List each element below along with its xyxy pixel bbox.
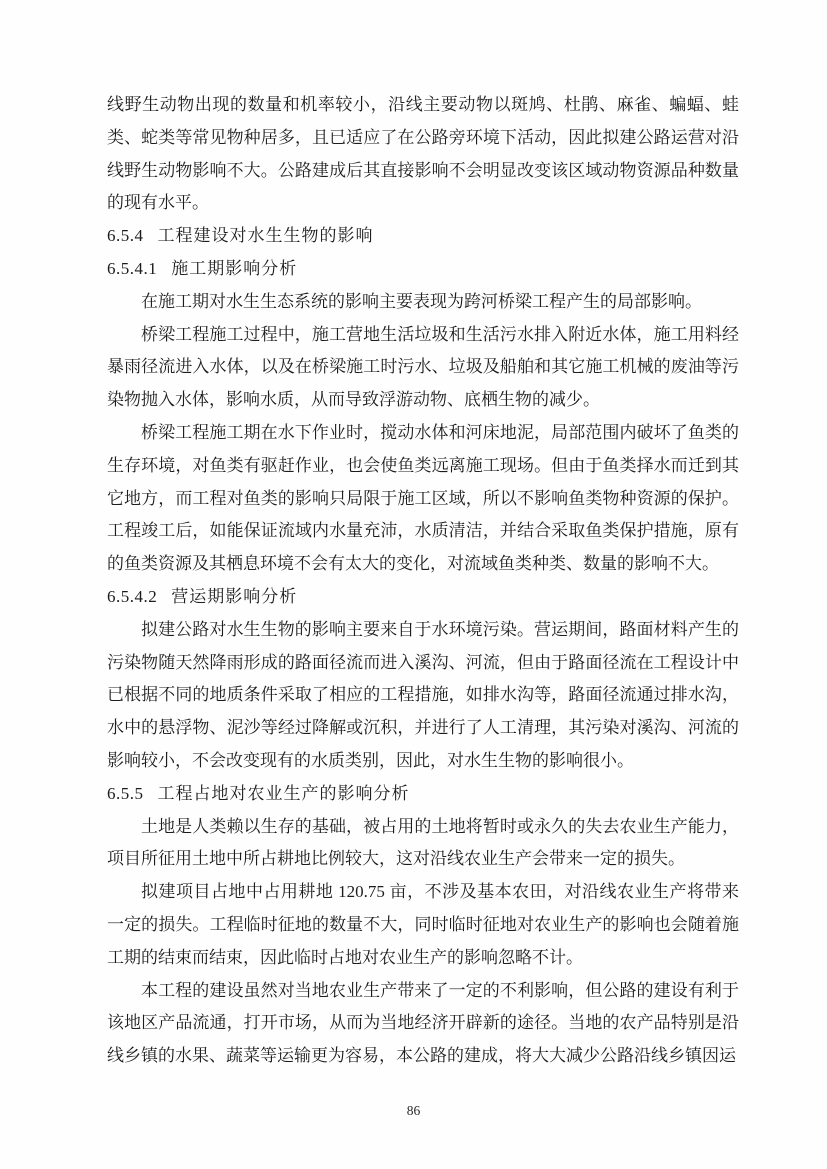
paragraph-land-occupation-basis: 土地是人类赖以生存的基础，被占用的土地将暂时或永久的失去农业生产能力，项目所征用土地中所占耕地比例较大，这对沿线农业生产会带来一定的损失。 xyxy=(107,816,739,869)
heading-number: 6.5.4.2 xyxy=(107,586,158,606)
heading-6-5-4-2 xyxy=(107,581,739,614)
paragraph-agriculture-benefit: 本工程的建设虽然对当地农业生产带来了一定的不利影响，但公路的建设有利于该地区产品流通，打开市场，从而为当地经济开辟新的途径。当地的农产品特别是沿线乡镇的水果、蔬菜等运输更为容易，本公路的建成，将大大减少公路沿线乡镇因运 xyxy=(107,980,739,1066)
page-footer xyxy=(0,1103,827,1119)
heading-number: 6.5.4 xyxy=(107,226,144,246)
heading-6-5-5 xyxy=(107,778,739,811)
heading-6-5-4-1 xyxy=(107,253,739,286)
heading-title: 营运期影响分析 xyxy=(171,586,298,606)
paragraph-farmland-area: 拟建项目占地中占用耕地 120.75 亩，不涉及基本农田，对沿线农业生产将带来一定的损失。工程临时征地的数量不大，同时临时征地对农业生产的影响也会随着施工期的结束而结束，因此临时占地对农业生产的影响忽略不计。 xyxy=(107,882,739,967)
heading-6-5-4 xyxy=(107,220,739,253)
paragraph-operation-period-impact: 拟建公路对水生生物的影响主要来自于水环境污染。营运期间，路面材料产生的污染物随天然降雨形成的路面径流而进入溪沟、河流，但由于路面径流在工程设计中已根据不同的地质条件采取了相应的工程措施，如排水沟等，路面径流通过排水沟，水中的悬浮物、泥沙等经过降解或沉积，并进行了人工清理，其污染对溪沟、河流的影响较小，不会改变现有的水质类别，因此，对水生生物的影响很小。 xyxy=(107,619,739,770)
heading-number: 6.5.4.1 xyxy=(107,258,158,278)
heading-title: 工程建设对水生生物的影响 xyxy=(157,226,374,246)
heading-title: 工程占地对农业生产的影响分析 xyxy=(157,783,410,803)
heading-title: 施工期影响分析 xyxy=(171,258,298,278)
paragraph-bridge-construction-pollution: 桥梁工程施工过程中，施工营地生活垃圾和生活污水排入附近水体，施工用料经暴雨径流进入水体，以及在桥梁施工时污水、垃圾及船舶和其它施工机械的废油等污染物抛入水体，影响水质，从而导致浮游动物、底栖生物的减少。 xyxy=(107,324,739,410)
paragraph-construction-period-intro: 在施工期对水生生态系统的影响主要表现为跨河桥梁工程产生的局部影响。 xyxy=(141,291,702,311)
page-number: 86 xyxy=(406,1103,421,1118)
document-body xyxy=(107,89,739,1073)
paragraph-underwater-work-fish-impact: 桥梁工程施工期在水下作业时，搅动水体和河床地泥，局部范围内破坏了鱼类的生存环境，对鱼类有驱赶作业，也会使鱼类远离施工现场。但由于鱼类择水而迁到其它地方，而工程对鱼类的影响只局限于施工区域，所以不影响鱼类物种资源的保护。工程竣工后，如能保证流域内水量充沛，水质清洁，并结合采取鱼类保护措施，原有的鱼类资源及其栖息环境不会有太大的变化，对流域鱼类种类、数量的影响不大。 xyxy=(107,422,739,574)
paragraph-wildlife-continued: 线野生动物出现的数量和机率较小，沿线主要动物以斑鸠、杜鹃、麻雀、蝙蝠、蛙类、蛇类等常见物种居多，且已适应了在公路旁环境下活动，因此拟建公路运营对沿线野生动物影响不大。公路建成后其直接影响不会明显改变该区域动物资源品种数量的现有水平。 xyxy=(107,95,739,213)
heading-number: 6.5.5 xyxy=(107,783,144,803)
